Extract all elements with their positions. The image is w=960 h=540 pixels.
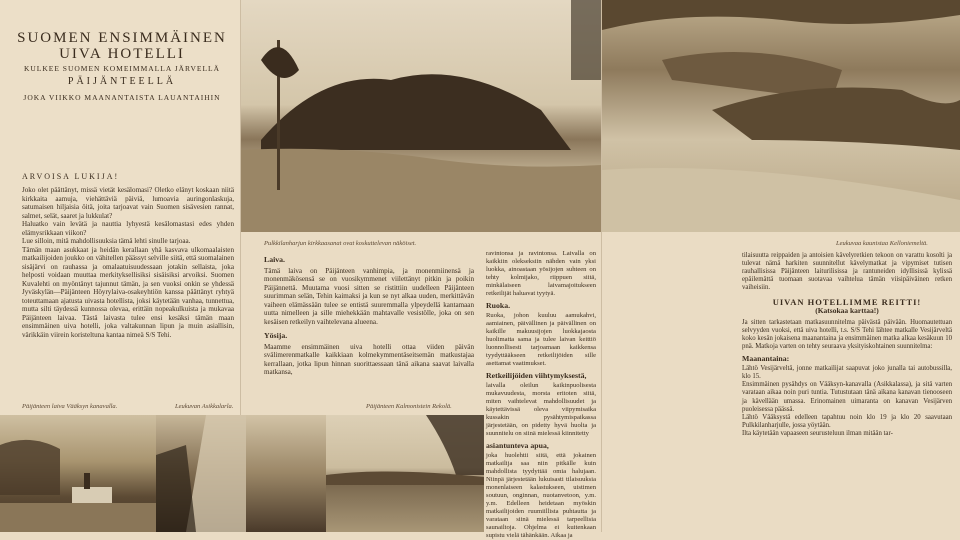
route-announcement-sub: (Katsokaa karttaa!) xyxy=(815,305,879,315)
asiantunteva-heading: asiantunteva apua, xyxy=(486,441,549,450)
title-line3: KULKEE SUOMEN KOMEIMMALLA JÄRVELLÄ xyxy=(23,64,221,73)
laiva-text: Tämä laiva on Päijänteen vanhimpia, ja monenmiinensä ja monenmäkösensä se on vuosikymmenet viilettänyt pitkin ja poikin Päijännettä. Muutama vuosi sitten se ristittiin uudelleen Päijänteen suurimman selän, Tehin kaimaksi ja kun se nyt alkaa uuden, merkittävän vaiheen elämässään tulee se entistä suuremmalla ylpeydellä kantamaan uutta nimelleen ja sille miehekkään mahtavalle vesistölle, joka on sen kesäisen retkeilyn vaihtelevana alueena. xyxy=(264,266,474,326)
photo-forest-ridge xyxy=(241,0,601,232)
maanantai-p1: Lähtö Vesijärveltä, jonne matkailijat saapuvat joko junalla tai autobussilla, klo 15. xyxy=(742,365,952,381)
column-3 xyxy=(486,250,596,540)
column-4 xyxy=(742,252,952,438)
lake-shore-illustration xyxy=(326,415,484,532)
photo-steamship xyxy=(0,415,156,532)
intro-p2: Haluatko vain levätä ja nauttia lyhyestä kesälomastasi edes yhden elämysrikkaan viikon? xyxy=(22,220,234,237)
caption-4: Päijänteen Kalmonistein Rekolä. xyxy=(366,403,452,410)
col3-top: ravintonsa ja ravintonsa. Laivalla on kaikkiin olekseksiin nähden vain yksi luokka, ainoastaan yösijojen suhteen on tehty kolmijako, riippuen siitä, minkälaiseen laivamajoitukseen retkeilijät haluavat tyytyä. xyxy=(486,250,596,297)
title-line1: SUOMEN ENSIMMÄINEN xyxy=(17,30,227,46)
caption-2: Leukuvan Asikkalarla. xyxy=(175,403,234,410)
caption-3: Pulkkilanharjun kirkkaasanat ovat koskuttelevan näköiset. xyxy=(264,240,417,247)
photo-canal xyxy=(156,415,246,532)
yosija-heading: Yösija. xyxy=(264,331,288,340)
photo-lock xyxy=(246,415,326,532)
title-line5: JOKA VIIKKO MAANANTAISTA LAUANTAIHIN xyxy=(23,93,221,102)
maanantai-p4: Ilta käytetään vapaaseen seurusteluun ilman mitään tar- xyxy=(742,429,893,437)
ruoka-heading: Ruoka. xyxy=(486,301,511,310)
viihtyvyys-heading: Retkeilijöiden viihtymyksestä, xyxy=(486,371,587,380)
reitti-text: Ja sitten tarkastetaan matkasuunnitelma päivästä päivään. Huomautettuan selvyyden vuoksi, että uiva hotelli, t.s. S/S Tehi lähtee matkalle Vesijärveltä koko kesän jokaisena maanantaina ja ensimmäinen matka alkaa kesäkuun 10 pnä. Matkoja varten on tehty seuraava yksityiskohtainen suunnitelma: xyxy=(742,318,952,350)
title-line2: UIVA HOTELLI xyxy=(59,46,185,62)
forest-ridge-illustration xyxy=(241,0,601,232)
maanantai-heading: Maanantaina: xyxy=(742,354,790,364)
route-announcement: UIVAN HOTELLIMME REITTI! xyxy=(772,297,922,308)
title-line4: PÄIJÄNTEELLÄ xyxy=(67,76,177,87)
laiva-heading: Laiva. xyxy=(264,255,286,264)
caption-1: Päijänteen laiva Vääksyn kanavalla. xyxy=(22,403,118,410)
greeting: ARVOISA LUKIJA! xyxy=(22,172,120,181)
canal-illustration xyxy=(156,415,246,532)
ruoka-text: Ruoka, johon kuuluu aamukahvi, aamiainen, päivällinen ja päivällinen on kaikille makuusijojen luokkajaosta huolimatta sama ja tulee laivan keittiö luonnollisesti tarjoamaan kaikkensa tyydyttääkseen retkeilijöiden sille asettamat vaatimukset. xyxy=(486,312,596,367)
intro-p4: Tämän maan asukkaat ja heidän kerallaan yhä kasvava ulkomaalaisten matkailijoiden joukko on vähitellen päässyt selville siitä, että suomalainen sisäjärvi on rauhassa ja omalaatuisuudessaan jotakin sellaista, joka helposti voidaan muuttaa merkityksellisiksi sisäisiksi arvoiksi. Suomen Kuvalehti on myöntänyt tajunnut tämän, ja sen vuoksi onkin se yhdessä Jyväskylän—Päijänteen Höyrylaiva-osakeyhtiön kanssa päättänyt ryhtyä toteuttamaan ajatusta uivasta hotellista, joksi käytetään vanhaa, tunnettua, mutta silti täydessä kunnossa olevaa, erittäin nopeakulkuista ja mukavaa Päijänteen laivaa. Tästä laivasta tulee ensi kesäksi tämän maan ensimmäinen uiva hotelli, joka valtakunnan lipun ja muin asiallisin, värikkäin viirein koristeltuna kantaa nimeä S/S Tehi. xyxy=(22,245,234,339)
viihtyvyys-text: laivalla oleilun kaikinpuolisesta mukavuudesta, morsta eritoten siitä, miten vaihtelevat mahdollisuudet ja käytettävissä oleva viipymisaika kussakin pysähtymispaikassa järjestetään, on pidetty hyvä huolta ja suunnitelu on siinä mielessä kiinnitetty xyxy=(486,382,596,437)
intro-text xyxy=(22,186,234,339)
intro-p3: Lue silloin, mitä mahdollisuuksia tämä lehti sinulle tarjoaa. xyxy=(22,237,191,245)
steamship-illustration xyxy=(0,415,156,532)
asiantunteva-text: joka huolehtii siitä, että jokainen matkailija saa niin pitkälle kuin mahdollista tyydyttää omia halujaan. Niinpä järjestetään lukuisasti tilaisuuksia monenlaiseen kalastukseen, uistimen soutuun, onginnan, nuotanvetoon, y.m. y.m. Edelleen heidetaan myöskin matkailijoiden ruumiillista puhtautta ja varataan siinä mielessä tarpeellisia saunailtoja. Ohjelma ei kuitenkaan supistu vielä tähänkään. Aikaa ja xyxy=(486,452,596,539)
caption-5: Leukuvaa kaunistaa Kelloniemeltä. xyxy=(836,240,928,247)
photo-aerial-lake xyxy=(602,0,960,232)
yosija-text: Maamme ensimmäinen uiva hotelli ottaa viiden päivän svälimerenmatkalle kaikkiaan kolmekymmentäseitsemän matkustajaa kerrallaan, jotka lipun hinnan suorittaessaan tänä aikana saavat laivalla matkansa, xyxy=(264,342,474,376)
photo-lake-shore xyxy=(326,415,484,532)
maanantai-p2: Ensimmäinen pysähdys on Vääksyn-kanavalla (Asikkalassa), ja sitä varten varataan aikaa noin puri tuntia. Tutustutaan tänä aikana kanavan tienooseen ja kävellään umassa. Erinomainen uimaranta on kanavan Vesijärven puoleisessa päässä. xyxy=(742,381,952,413)
col4-top: tilaisuutta reippaiden ja antoisien kävelyretkien tekoon on varattu kosolti ja tulevat nämä harkiten suunnitellut kävelymatkat ja vipymiset tutisen rauhallisissa Päijänteen laiturilisissa ja rantuneiden idyllisissä kylissä epäilemättä tuomaan suotavaa vaihtelua tämän viisipäiväinen retken vaiheisiin. xyxy=(742,252,952,292)
intro-p1: Joko olet päättänyt, missä vietät kesälomasi? Oletko elänyt koskaan niitä kirkkaita aamuja, viehättäviä päiviä, lumoavia auringonlaskuja, satumaisen hiljaisia öitä, joita tarjoavat vain Suomen sisävesien rannat, salmet, selät, saaret ja lukkulat? xyxy=(22,186,234,220)
laiva-section xyxy=(264,252,474,377)
aerial-lake-illustration xyxy=(602,0,960,232)
maanantai-p3: Lähtö Vääksystä edelleen tapahtuu noin klo 19 ja klo 20 saavutaan Pulkkilanharjulle, jossa yöytään. xyxy=(742,413,952,429)
